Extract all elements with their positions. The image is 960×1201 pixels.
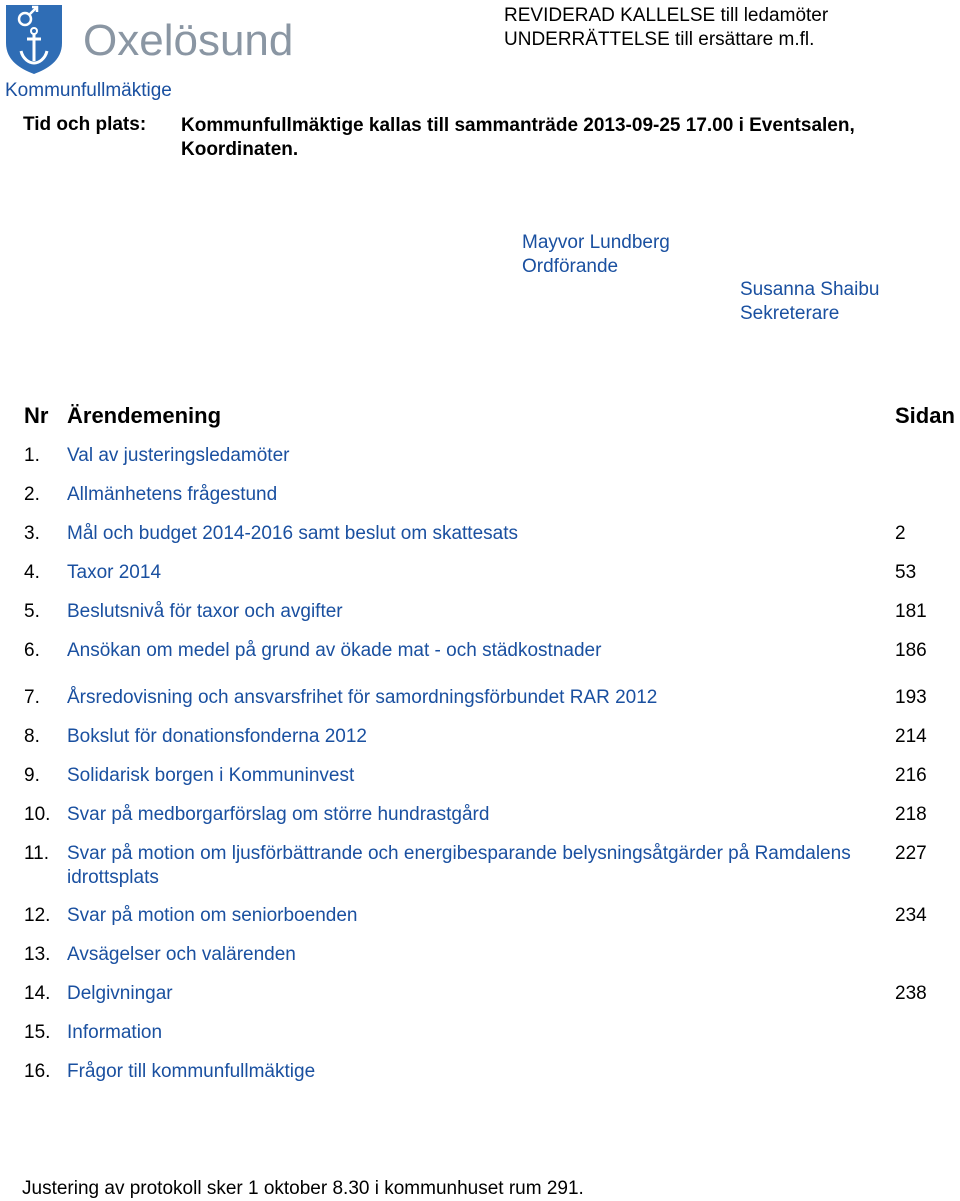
notice-line: UNDERRÄTTELSE till ersättare m.fl. — [504, 29, 815, 50]
item-title: Årsredovisning och ansvarsfrihet för samordningsförbundet RAR 2012 — [67, 687, 658, 708]
agenda-item — [0, 1021, 960, 1045]
item-page: 186 — [895, 640, 927, 661]
item-number: 6. — [24, 640, 40, 661]
column-header-nr: Nr — [24, 403, 49, 428]
agenda-item — [0, 904, 960, 928]
agenda-item — [0, 842, 960, 890]
item-page: 216 — [895, 765, 927, 786]
item-number: 4. — [24, 562, 40, 583]
item-page: 238 — [895, 983, 927, 1004]
item-title: Taxor 2014 — [67, 562, 162, 583]
item-title: Svar på motion om ljusförbättrande och energibesparande belysningsåtgärder på Ramdalens idrottsplats — [67, 843, 851, 888]
chair-title: Ordförande — [522, 256, 619, 277]
item-title: Delgivningar — [67, 983, 173, 1004]
item-number: 8. — [24, 726, 40, 747]
municipality-logo — [3, 3, 333, 77]
item-page: 53 — [895, 562, 917, 583]
item-title: Frågor till kommunfullmäktige — [67, 1061, 316, 1082]
item-page: 234 — [895, 905, 927, 926]
agenda-item — [0, 686, 960, 710]
item-title: Bokslut för donationsfonderna 2012 — [67, 726, 367, 747]
committee-name: Kommunfullmäktige — [5, 80, 172, 101]
item-title: Val av justeringsledamöter — [67, 445, 290, 466]
agenda-item — [0, 803, 960, 827]
item-number: 5. — [24, 601, 40, 622]
shield-icon — [3, 3, 65, 75]
item-page: 218 — [895, 804, 927, 825]
item-title: Solidarisk borgen i Kommuninvest — [67, 765, 355, 786]
meeting-details: Kommunfullmäktige kallas till sammanträde 2013-09-25 17.00 i Eventsalen, Koordinaten. — [181, 115, 855, 160]
agenda-item — [0, 444, 960, 468]
item-number: 10. — [24, 804, 51, 825]
notice-line: REVIDERAD KALLELSE till ledamöter — [504, 5, 829, 26]
item-title: Beslutsnivå för taxor och avgifter — [67, 601, 343, 622]
column-header-title: Ärendemening — [67, 403, 222, 428]
secretary-title: Sekreterare — [740, 303, 840, 324]
agenda-item — [0, 483, 960, 507]
logo-wordmark: Oxelösund — [83, 16, 294, 65]
agenda-item — [0, 522, 960, 546]
agenda-item — [0, 725, 960, 749]
agenda-item — [0, 943, 960, 967]
item-number: 12. — [24, 905, 51, 926]
item-number: 13. — [24, 944, 51, 965]
item-title: Information — [67, 1022, 163, 1043]
item-page: 2 — [895, 523, 906, 544]
item-title: Ansökan om medel på grund av ökade mat - och städkostnader — [67, 640, 602, 661]
secretary-signature — [740, 278, 879, 326]
item-page: 181 — [895, 601, 927, 622]
item-title: Allmänhetens frågestund — [67, 484, 278, 505]
item-number: 16. — [24, 1061, 51, 1082]
agenda-item — [0, 764, 960, 788]
agenda-item — [0, 639, 960, 663]
item-number: 14. — [24, 983, 51, 1004]
item-page: 193 — [895, 687, 927, 708]
column-header-page: Sidan — [895, 403, 955, 428]
item-number: 1. — [24, 445, 40, 466]
meeting-label: Tid och plats: — [23, 114, 147, 135]
chair-name: Mayvor Lundberg — [522, 232, 670, 253]
agenda-item — [0, 600, 960, 624]
secretary-name: Susanna Shaibu — [740, 279, 880, 300]
item-number: 9. — [24, 765, 40, 786]
item-title: Svar på medborgarförslag om större hundrastgård — [67, 804, 490, 825]
item-title: Avsägelser och valärenden — [67, 944, 296, 965]
notice-header — [504, 4, 828, 52]
item-title: Svar på motion om seniorboenden — [67, 905, 358, 926]
agenda-item — [0, 561, 960, 585]
item-title: Mål och budget 2014-2016 samt beslut om skattesats — [67, 523, 518, 544]
agenda-item — [0, 1060, 960, 1084]
item-page: 214 — [895, 726, 927, 747]
agenda-item — [0, 982, 960, 1006]
item-number: 15. — [24, 1022, 51, 1043]
item-number: 11. — [24, 843, 50, 864]
chair-signature — [522, 231, 670, 279]
footer-note: Justering av protokoll sker 1 oktober 8.30 i kommunhuset rum 291. — [22, 1178, 584, 1199]
item-number: 3. — [24, 523, 40, 544]
item-page: 227 — [895, 843, 927, 864]
item-number: 2. — [24, 484, 40, 505]
item-number: 7. — [24, 687, 40, 708]
